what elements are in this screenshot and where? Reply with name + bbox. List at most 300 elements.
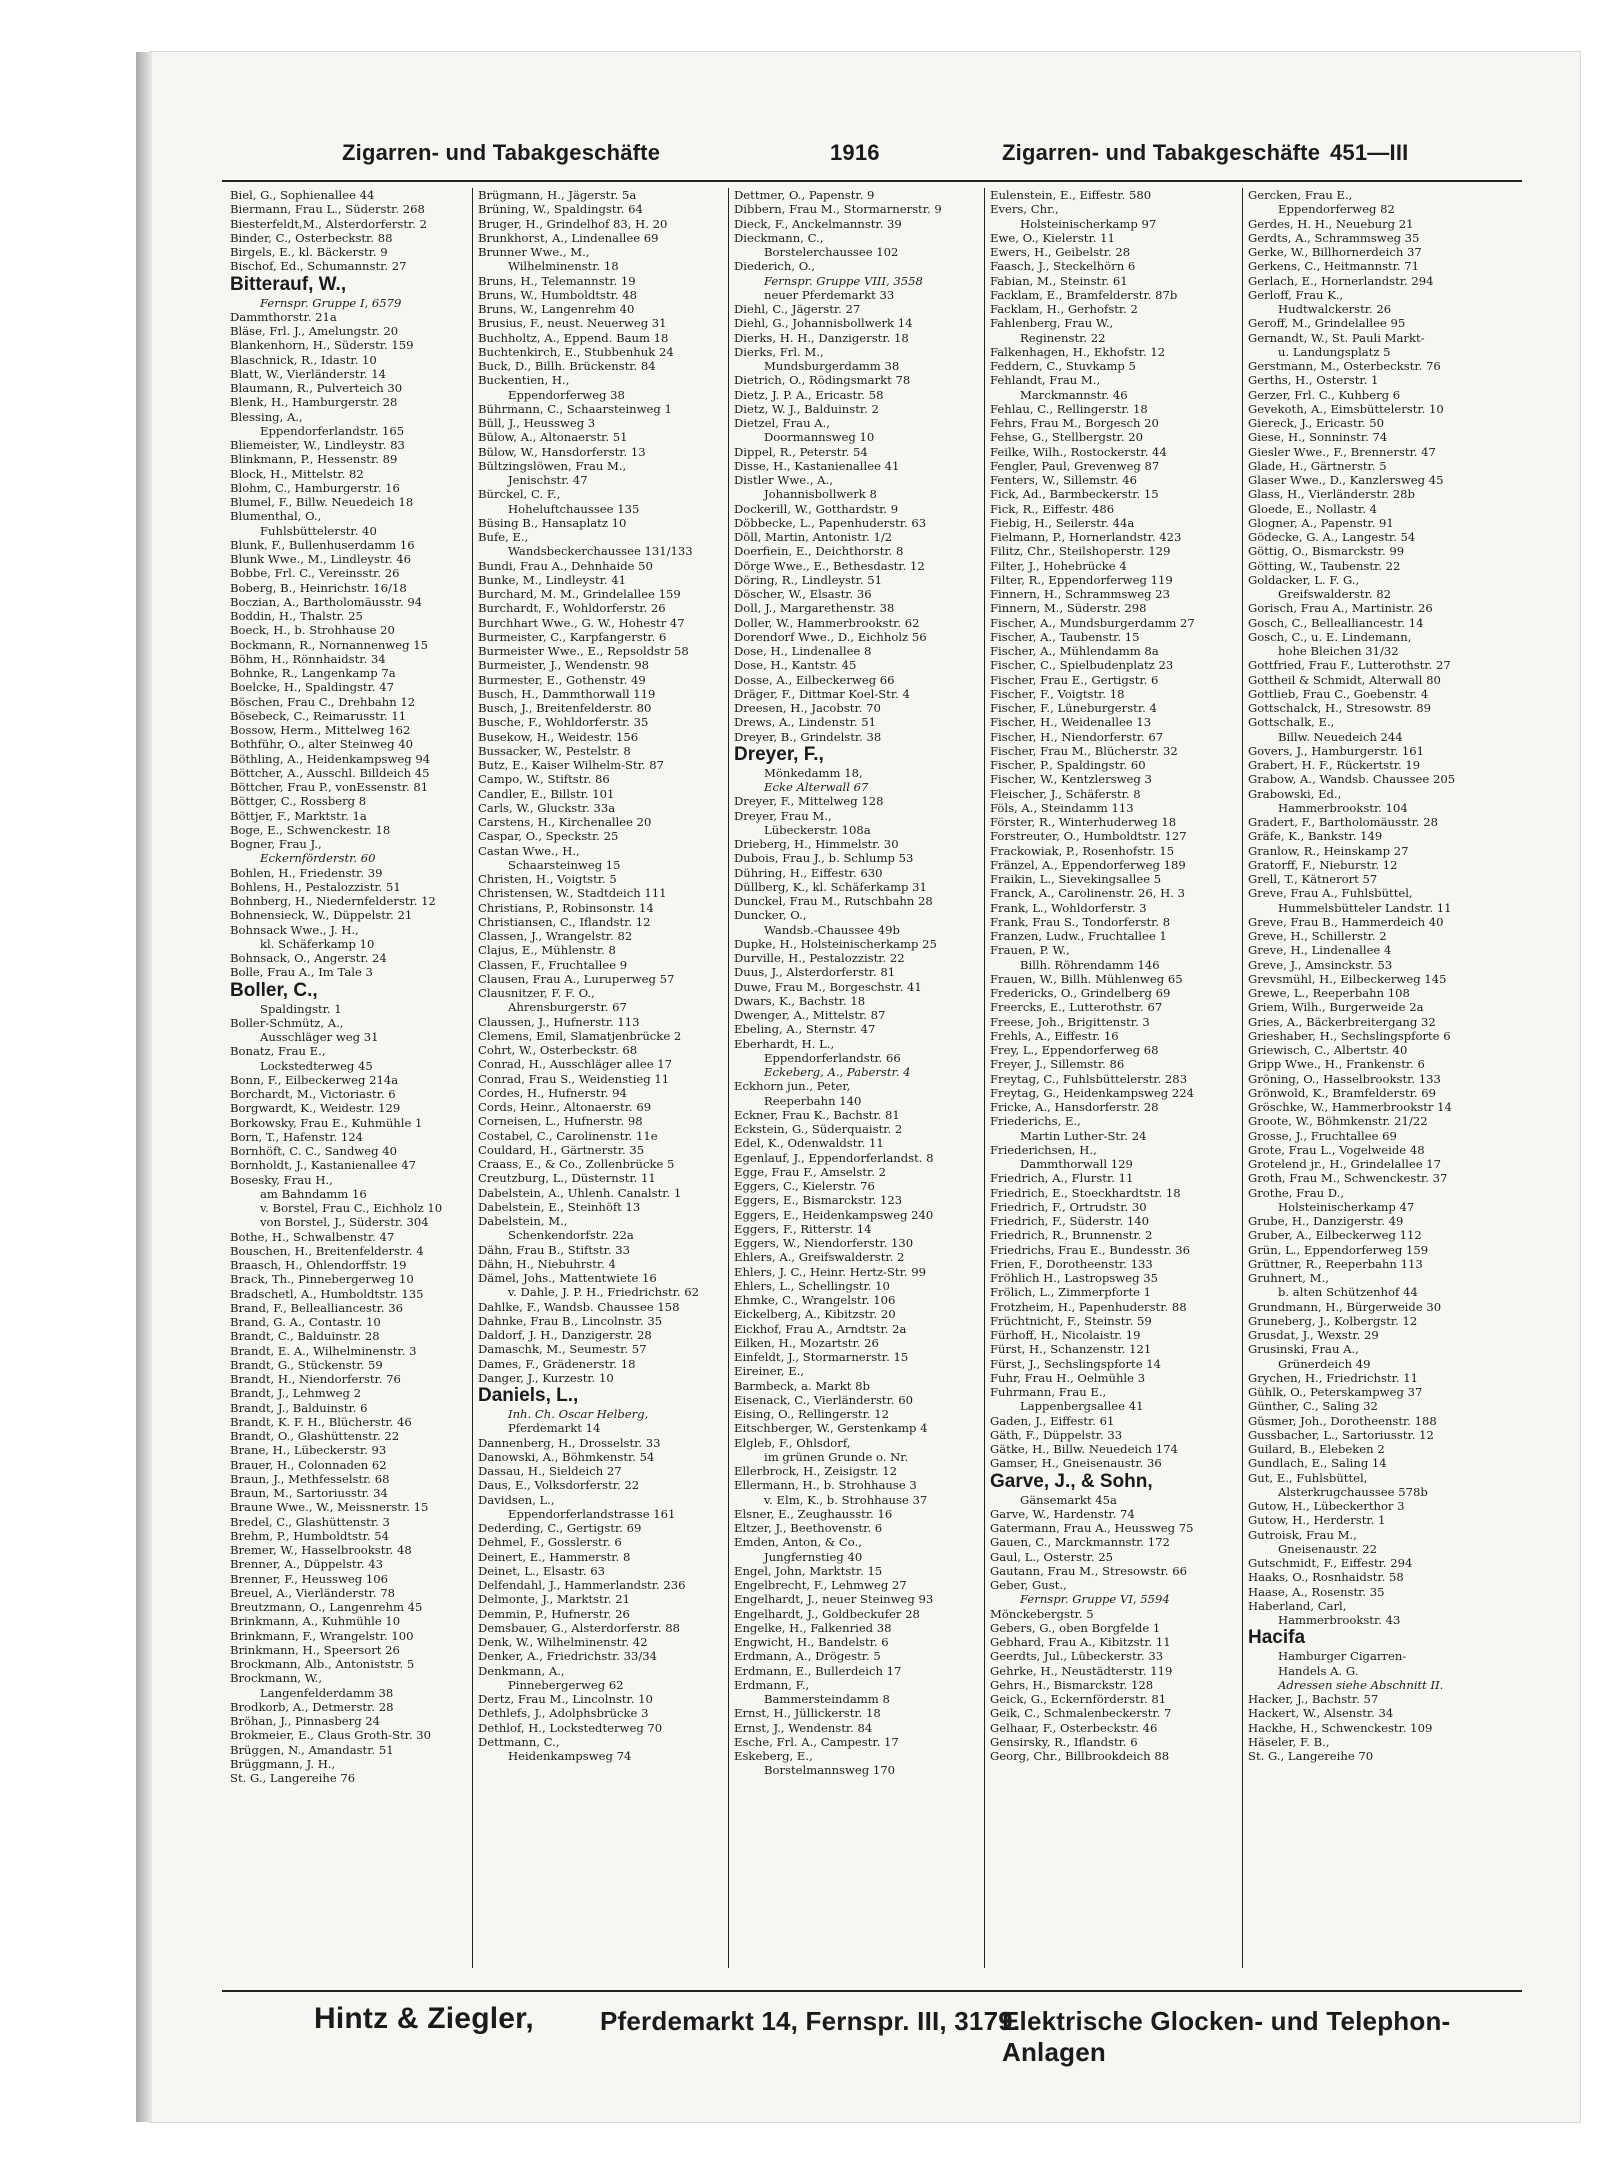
- directory-entry-line: Filter, R., Eppendorferweg 119: [990, 572, 1173, 587]
- directory-entry-line: Gloede, E., Nollastr. 4: [1248, 501, 1378, 516]
- directory-entry-line: Brockmann, Alb., Antoniststr. 5: [230, 1657, 415, 1671]
- directory-entry-line: Fischer, W., Kentzlersweg 3: [990, 772, 1152, 787]
- directory-entry-line: Brinkmann, H., Speersort 26: [230, 1642, 400, 1657]
- directory-entry-line: Fischer, H., Niendorferstr. 67: [990, 729, 1164, 744]
- directory-entry-line: Greve, H., Lindenallee 4: [1248, 943, 1392, 958]
- directory-entry-line: Ehlers, L., Schellingstr. 10: [734, 1278, 890, 1293]
- directory-entry-line: Grewe, L., Reeperbahn 108: [1248, 986, 1410, 1000]
- directory-entry-line: Dierks, Frl. M.,: [734, 344, 824, 359]
- directory-entry-line: Eggers, F., Ritterstr. 14: [734, 1221, 872, 1236]
- column-divider: [984, 188, 985, 1968]
- directory-entry-line: Glade, H., Gärtnerstr. 5: [1248, 458, 1387, 473]
- directory-entry-line: Fuhlsbüttelerstr. 40: [260, 523, 377, 538]
- directory-page: [222, 128, 1522, 2068]
- directory-entry-line: Drieberg, H., Himmelstr. 30: [734, 837, 899, 851]
- directory-entry-line: Jungfernstieg 40: [764, 1549, 863, 1564]
- directory-entry-line: Brandt, J., Balduinstr. 6: [230, 1400, 368, 1415]
- directory-entry-line: Filter, J., Hohebrücke 4: [990, 558, 1127, 573]
- directory-entry-line: Blenk, H., Hamburgerstr. 28: [230, 395, 398, 410]
- directory-entry-line: Eckernförderstr. 60: [260, 851, 376, 866]
- directory-entry-line: Bührmann, C., Schaarsteinweg 1: [478, 401, 672, 416]
- directory-entry-line: Fuhr, Frau H., Oelmühle 3: [990, 1370, 1146, 1385]
- directory-entry-line: Gauen, C., Marckmannstr. 172: [990, 1535, 1170, 1550]
- directory-entry-line: Böhm, H., Rönnhaidstr. 34: [230, 651, 386, 666]
- directory-entry-line: Hackhe, H., Schwenckestr. 109: [1248, 1720, 1433, 1735]
- directory-entry-line: Frölich, L., Zimmerpforte 1: [990, 1285, 1152, 1300]
- directory-entry-line: Brenner, A., Düppelstr. 43: [230, 1557, 383, 1572]
- directory-entry-line: Damaschk, M., Seumestr. 57: [478, 1342, 647, 1357]
- directory-entry-line: Dosse, A., Eilbeckerweg 66: [734, 672, 895, 687]
- directory-entry-line: Gerstmann, M., Osterbeckstr. 76: [1248, 359, 1441, 373]
- directory-entry-line: Dieckmann, C.,: [734, 230, 824, 245]
- directory-entry-line: Dethlefs, J., Adolphsbrücke 3: [478, 1706, 649, 1721]
- directory-entry-line: Daus, E., Volksdorferstr. 22: [478, 1478, 640, 1493]
- directory-entry-line: Bornhöft, C. C., Sandweg 40: [230, 1144, 398, 1158]
- directory-entry-line: Frehls, A., Eiffestr. 16: [990, 1028, 1119, 1043]
- directory-entry-line: Gneisenaustr. 22: [1278, 1541, 1377, 1556]
- directory-entry-line: Brodkorb, A., Detmerstr. 28: [230, 1699, 394, 1714]
- directory-entry-line: Eickhof, Frau A., Arndtstr. 2a: [734, 1321, 907, 1336]
- directory-entry-line: Eppendorferlandstr. 165: [260, 423, 405, 438]
- directory-entry-line: Brandt, E. A., Wilhelminenstr. 3: [230, 1343, 417, 1358]
- directory-entry-line: Busekow, H., Weidestr. 156: [478, 729, 639, 744]
- directory-entry-line: Bockmann, R., Nornannenweg 15: [230, 637, 428, 652]
- directory-entry-line: Davidsen, L.,: [478, 1492, 555, 1507]
- directory-entry-line: Grosse, J., Fruchtallee 69: [1248, 1128, 1397, 1143]
- directory-entry-line: Gebhard, Frau A., Kibitzstr. 11: [990, 1635, 1171, 1649]
- directory-entry-line: Frackowiak, P., Rosenhofstr. 15: [990, 843, 1175, 858]
- directory-entry-line: Erdmann, E., Bullerdeich 17: [734, 1663, 902, 1678]
- directory-entry-line: Brandt, G., Stückenstr. 59: [230, 1357, 383, 1372]
- directory-entry-line: Fielmann, P., Hornerlandstr. 423: [990, 530, 1182, 544]
- header-left-title: Zigarren- und Tabakgeschäfte: [342, 140, 661, 165]
- directory-entry-line: Inh. Ch. Oscar Helberg,: [508, 1407, 649, 1421]
- directory-entry-line: Geroff, M., Grindelallee 95: [1248, 316, 1406, 331]
- directory-entry-line: Dämel, Johs., Mattentwiete 16: [478, 1271, 657, 1285]
- directory-entry-line: Breutzmann, O., Langenrehm 45: [230, 1600, 423, 1614]
- directory-entry-line: Franzen, Ludw., Fruchtallee 1: [990, 929, 1167, 943]
- directory-entry-line: Conrad, H., Ausschläger allee 17: [478, 1057, 673, 1072]
- directory-entry-line: Block, H., Mittelstr. 82: [230, 466, 364, 481]
- footer-tagline: Elektrische Glocken- und Telephon-Anlagen: [1002, 2006, 1451, 2067]
- directory-entry-line: Dassau, H., Sieldeich 27: [478, 1464, 622, 1478]
- directory-entry-line: Burchard, M. M., Grindelallee 159: [478, 587, 681, 601]
- directory-entry-line: Bussacker, W., Pestelstr. 8: [478, 743, 631, 758]
- directory-entry-line: Carls, W., Gluckstr. 33a: [478, 800, 616, 815]
- directory-entry-line: Gensirsky, R., Iflandstr. 6: [990, 1734, 1138, 1749]
- directory-entry-line: Brüning, W., Spaldingstr. 64: [478, 202, 643, 217]
- directory-entry-line: Delfendahl, J., Hammerlandstr. 236: [478, 1578, 686, 1592]
- directory-entry-line: Dammthorstr. 21a: [230, 309, 337, 324]
- directory-entry-line: Denker, A., Friedrichstr. 33/34: [478, 1649, 658, 1664]
- directory-entry-line: Wandsb.-Chaussee 49b: [764, 922, 900, 937]
- directory-entry-line: Eising, O., Rellingerstr. 12: [734, 1407, 889, 1421]
- directory-entry-line: Deinert, E., Hammerstr. 8: [478, 1549, 631, 1564]
- directory-entry-line: Grusinski, Frau A.,: [1248, 1342, 1359, 1357]
- directory-entry-line: Greve, H., Schillerstr. 2: [1248, 929, 1387, 943]
- directory-entry-line: Blaumann, R., Pulverteich 30: [230, 381, 403, 395]
- directory-entry-line: Böthling, A., Heidenkampsweg 94: [230, 751, 431, 766]
- directory-entry-line: Bruns, W., Langenrehm 40: [478, 302, 635, 316]
- directory-entry-line: Bülow, A., Altonaerstr. 51: [478, 430, 628, 445]
- directory-entry-line: Brandt, O., Glashüttenstr. 22: [230, 1429, 400, 1443]
- directory-entry-line: Fehlandt, Frau M.,: [990, 373, 1101, 388]
- directory-entry-line: Lappenbergsallee 41: [1020, 1399, 1144, 1414]
- directory-entry-line: v. Elm, K., b. Strohhause 37: [764, 1492, 928, 1507]
- directory-entry-line: Giese, H., Sonninstr. 74: [1248, 430, 1388, 445]
- directory-entry-line: Friedrich, E., Stoeckhardtstr. 18: [990, 1185, 1181, 1200]
- directory-entry-line: Bredel, C., Glashüttenstr. 3: [230, 1514, 390, 1529]
- directory-entry-line: Grundmann, H., Bürgerweide 30: [1248, 1299, 1442, 1314]
- directory-entry-line: Dreesen, H., Jacobstr. 70: [734, 701, 881, 715]
- directory-entry-line: Gatermann, Frau A., Heussweg 75: [990, 1521, 1194, 1535]
- directory-entry-line: Dietrich, O., Rödingsmarkt 78: [734, 373, 911, 388]
- directory-entry-line: Ebeling, A., Sternstr. 47: [734, 1022, 876, 1037]
- directory-entry-line: Haaks, O., Rosnhaidstr. 58: [1248, 1570, 1404, 1585]
- directory-entry-line: Groth, Frau M., Schwenckestr. 37: [1248, 1171, 1448, 1186]
- directory-entry-line: Grychen, H., Friedrichstr. 11: [1248, 1370, 1418, 1385]
- directory-entry-line: Eggers, W., Niendorferstr. 130: [734, 1236, 914, 1250]
- directory-entry-line: Gutroisk, Frau M.,: [1248, 1527, 1357, 1542]
- directory-entry-line: Claussen, J., Hufnerstr. 113: [478, 1014, 640, 1029]
- directory-entry-line: hohe Bleichen 31/32: [1278, 644, 1399, 658]
- directory-entry-line: Bosesky, Frau H.,: [230, 1172, 333, 1187]
- directory-entry-line: Bruns, H., Telemannstr. 19: [478, 273, 636, 288]
- directory-entry-line: Dwars, K., Bachstr. 18: [734, 993, 866, 1008]
- directory-entry-line: Martin Luther-Str. 24: [1020, 1128, 1147, 1143]
- directory-entry-line: Diederich, O.,: [734, 259, 815, 274]
- directory-entry-line: Emden, Anton, & Co.,: [734, 1535, 862, 1550]
- directory-entry-line: Brack, Th., Pinnebergerweg 10: [230, 1272, 414, 1287]
- directory-entry-line: Dietzel, Frau A.,: [734, 416, 830, 430]
- directory-entry-line: Geick, G., Eckernförderstr. 81: [990, 1692, 1167, 1706]
- directory-entry-line: Frank, L., Wohldorferstr. 3: [990, 900, 1147, 915]
- directory-entry-line: Hoheluftchaussee 135: [508, 501, 640, 516]
- directory-entry-line: Gosch, C., Bellealliancestr. 14: [1248, 615, 1424, 630]
- directory-entry-line: Dabelstein, E., Steinhöft 13: [478, 1199, 641, 1214]
- directory-entry-line: Bogner, Frau J.,: [230, 837, 322, 851]
- directory-entry-line: Bürckel, C. F.,: [478, 487, 561, 502]
- directory-entry-line: Gottlieb, Frau C., Goebenstr. 4: [1248, 686, 1429, 701]
- directory-entry-line: Burchardt, F., Wohldorferstr. 26: [478, 601, 666, 616]
- directory-entry-line: Gerke, W., Billhornerdeich 37: [1248, 245, 1422, 259]
- directory-entry-line: Brand, G. A., Contastr. 10: [230, 1315, 381, 1329]
- directory-entry-line: Fischer, Frau E., Gertigstr. 6: [990, 672, 1159, 687]
- directory-entry-line: Burmeister, J., Wendenstr. 98: [478, 658, 650, 673]
- directory-entry-line: Schaarsteinweg 15: [508, 857, 621, 872]
- directory-entry-line: Esche, Frl. A., Campestr. 17: [734, 1734, 899, 1749]
- directory-entry-line: Dorendorf Wwe., D., Eichholz 56: [734, 629, 927, 644]
- directory-column-1: [230, 188, 468, 1968]
- directory-entry-line: Ernst, J., Wendenstr. 84: [734, 1720, 873, 1735]
- directory-entry-line: Bliemeister, W., Lindleystr. 83: [230, 438, 405, 452]
- directory-entry-line: Cohrt, W., Osterbeckstr. 68: [478, 1043, 638, 1057]
- directory-entry-line: Brauer, H., Colonnaden 62: [230, 1457, 387, 1472]
- directory-entry-line: Boelcke, H., Spaldingstr. 47: [230, 680, 394, 695]
- book-binding-edge: [136, 52, 152, 2122]
- directory-entry-line: Eppendorferweg 82: [1278, 202, 1395, 217]
- directory-entry-line: Falkenhagen, H., Ekhofstr. 12: [990, 344, 1166, 359]
- directory-column-4: [990, 188, 1238, 1968]
- directory-entry-line: Gerloff, Frau K.,: [1248, 287, 1344, 302]
- directory-entry-line: Braune Wwe., W., Meissnerstr. 15: [230, 1500, 429, 1515]
- directory-entry-line: Goldacker, L. F. G.,: [1248, 572, 1360, 587]
- directory-entry-line: St. G., Langereihe 76: [230, 1771, 356, 1785]
- directory-entry-line: Gröning, O., Hasselbrookstr. 133: [1248, 1071, 1441, 1086]
- directory-entry-line: Blunk Wwe., M., Lindleystr. 46: [230, 552, 411, 566]
- directory-entry-line: Guilard, B., Elebeken 2: [1248, 1442, 1385, 1456]
- directory-entry-line: Büsing B., Hansaplatz 10: [478, 515, 627, 530]
- directory-entry-line: Fehse, G., Stellbergstr. 20: [990, 430, 1143, 445]
- directory-entry-line: Reginenstr. 22: [1020, 330, 1106, 345]
- directory-entry-line: Fischer, F., Voigtstr. 18: [990, 686, 1125, 701]
- directory-entry-line: Dammthorwall 129: [1020, 1157, 1133, 1171]
- directory-entry-line: kl. Schäferkamp 10: [260, 936, 375, 951]
- directory-entry-line: Ehlers, J. C., Heinr. Hertz-Str. 99: [734, 1264, 926, 1279]
- directory-entry-line: Gernandt, W., St. Pauli Markt-: [1248, 330, 1425, 345]
- directory-entry-line: Deinet, L., Elsastr. 63: [478, 1563, 606, 1578]
- directory-entry-line: Fiebig, H., Seilerstr. 44a: [990, 515, 1135, 530]
- directory-column-2: [478, 188, 724, 1968]
- directory-entry-line: Eitschberger, W., Gerstenkamp 4: [734, 1421, 928, 1436]
- directory-entry-line: Boczian, A., Bartholomäusstr. 94: [230, 594, 423, 609]
- directory-entry-line: Ellerbrock, H., Zeisigstr. 12: [734, 1464, 897, 1478]
- directory-entry-line: Blaschnick, R., Idastr. 10: [230, 352, 377, 367]
- directory-entry-line: Bouschen, H., Breitenfelderstr. 4: [230, 1243, 424, 1258]
- directory-entry-line: Böttjer, F., Marktstr. 1a: [230, 808, 367, 823]
- directory-entry-line: Fabian, M., Steinstr. 61: [990, 273, 1128, 288]
- directory-entry-line: Brandt, J., Lehmweg 2: [230, 1386, 361, 1401]
- directory-entry-line: Geik, C., Schmalenbeckerstr. 7: [990, 1706, 1172, 1721]
- directory-entry-line: Gruber, A., Eilbeckerweg 112: [1248, 1228, 1422, 1243]
- directory-entry-line: Govers, J., Hamburgerstr. 161: [1248, 743, 1424, 758]
- directory-entry-line: Bülow, W., Hansdorferstr. 13: [478, 444, 646, 459]
- directory-entry-line: Johannisbollwerk 8: [764, 487, 877, 502]
- directory-entry-line: Fehlau, C., Rellingerstr. 18: [990, 401, 1148, 416]
- directory-entry-line: Doller, W., Hammerbrookstr. 62: [734, 615, 920, 630]
- directory-entry-line: Eisenack, C., Vierländerstr. 60: [734, 1392, 913, 1407]
- directory-entry-line: Griem, Wilh., Burgerweide 2a: [1248, 1000, 1424, 1015]
- directory-entry-line: Grote, Frau L., Vogelweide 48: [1248, 1142, 1425, 1157]
- directory-entry-line: Eltzer, J., Beethovenstr. 6: [734, 1521, 883, 1535]
- advertisement-footer: [222, 1990, 1522, 2067]
- directory-entry-line: Boge, E., Schwenckestr. 18: [230, 822, 391, 837]
- header-year: 1916: [830, 140, 880, 165]
- directory-entry-highlight: Daniels, L.,: [478, 1385, 579, 1406]
- directory-entry-line: Fröhlich H., Lastropsweg 35: [990, 1271, 1159, 1285]
- directory-entry-line: Billh. Röhrendamm 146: [1020, 957, 1160, 972]
- directory-entry-line: Egenlauf, J., Eppendorferlandst. 8: [734, 1150, 934, 1165]
- directory-entry-line: Gercken, Frau E.,: [1248, 188, 1353, 202]
- directory-entry-line: Giesler Wwe., F., Brennerstr. 47: [1248, 444, 1436, 459]
- directory-entry-line: Hammerbrookstr. 43: [1278, 1613, 1401, 1627]
- directory-entry-line: Doormannsweg 10: [764, 430, 875, 445]
- directory-entry-line: Doll, J., Margarethenstr. 38: [734, 601, 895, 616]
- directory-entry-line: Einfeldt, J., Stormarnerstr. 15: [734, 1350, 909, 1364]
- directory-entry-line: Grönwold, K., Bramfelderstr. 69: [1248, 1085, 1437, 1100]
- directory-entry-line: Conrad, Frau S., Weidenstieg 11: [478, 1071, 670, 1086]
- directory-entry-line: Fischer, C., Spielbudenplatz 23: [990, 658, 1174, 673]
- directory-entry-line: Gries, A., Bäckerbreitergang 32: [1248, 1014, 1436, 1029]
- directory-entry-line: Grusdat, J., Wexstr. 29: [1248, 1328, 1379, 1342]
- directory-entry-line: Duwe, Frau M., Borgeschstr. 41: [734, 979, 922, 994]
- directory-entry-line: Griewisch, C., Albertstr. 40: [1248, 1043, 1408, 1057]
- directory-entry-line: Gelhaar, F., Osterbeckstr. 46: [990, 1720, 1158, 1735]
- directory-entry-line: Boddin, H., Thalstr. 25: [230, 609, 363, 623]
- directory-entry-line: Gühlk, O., Peterskampweg 37: [1248, 1385, 1423, 1399]
- directory-entry-line: Friederichs, E.,: [990, 1114, 1081, 1129]
- directory-entry-line: Hammerbrookstr. 104: [1278, 800, 1408, 815]
- directory-entry-line: Elgleb, F., Ohlsdorf,: [734, 1435, 851, 1450]
- directory-entry-line: Braun, M., Sartoriusstr. 34: [230, 1486, 388, 1500]
- directory-entry-line: Bornholdt, J., Kastanienallee 47: [230, 1158, 417, 1173]
- directory-entry-line: Grotelend jr., H., Grindelallee 17: [1248, 1157, 1441, 1171]
- directory-entry-line: Eskeberg, E.,: [734, 1749, 813, 1763]
- directory-entry-line: Ewe, O., Kielerstr. 11: [990, 230, 1115, 245]
- directory-entry-line: Castan Wwe., H.,: [478, 843, 580, 858]
- directory-entry-line: Langenfelderdamm 38: [260, 1685, 394, 1700]
- directory-entry-line: Frauen, P. W.,: [990, 943, 1070, 958]
- directory-entry-line: Gehrke, H., Neustädterstr. 119: [990, 1663, 1173, 1678]
- directory-entry-line: Brenner, F., Heussweg 106: [230, 1571, 389, 1586]
- directory-entry-line: Corneisen, L., Hufnerstr. 98: [478, 1114, 643, 1129]
- directory-entry-line: Christians, P., Robinsonstr. 14: [478, 900, 654, 915]
- directory-entry-line: Bruns, W., Humboldtstr. 48: [478, 287, 638, 302]
- directory-entry-line: Brinkmann, A., Kuhmühle 10: [230, 1614, 401, 1629]
- directory-entry-line: Hacker, J., Bachstr. 57: [1248, 1692, 1379, 1706]
- header-page-number: 451—III: [1330, 140, 1409, 165]
- directory-entry-line: Brüggmann, J. H.,: [230, 1756, 336, 1771]
- directory-entry-line: Brand, F., Bellealliancestr. 36: [230, 1300, 403, 1315]
- directory-entry-line: Greve, Frau A., Fuhlsbüttel,: [1248, 886, 1413, 901]
- directory-entry-line: Böttger, C., Rossberg 8: [230, 794, 367, 809]
- directory-entry-line: Fernspr. Gruppe VIII, 3558: [764, 273, 923, 288]
- directory-entry-line: Cords, Heinr., Altonaerstr. 69: [478, 1100, 652, 1114]
- directory-entry-line: Daldorf, J. H., Danzigerstr. 28: [478, 1328, 652, 1342]
- directory-entry-line: Ewers, H., Geibelstr. 28: [990, 245, 1131, 259]
- directory-entry-line: Früchtnicht, F., Steinstr. 59: [990, 1313, 1152, 1328]
- directory-entry-line: Eulenstein, E., Eiffestr. 580: [990, 188, 1152, 202]
- directory-entry-line: Couldard, H., Gärtnerstr. 35: [478, 1142, 645, 1157]
- directory-entry-line: Denkmann, A.,: [478, 1663, 565, 1678]
- directory-entry-line: Faasch, J., Steckelhörn 6: [990, 259, 1136, 274]
- directory-entry-line: Billw. Neuedeich 244: [1278, 729, 1403, 744]
- directory-entry-line: Dethlof, H., Lockstedterweg 70: [478, 1720, 663, 1735]
- directory-entry-line: Barmbeck, a. Markt 8b: [734, 1378, 870, 1393]
- directory-entry-line: Bothe, H., Schwalbenstr. 47: [230, 1229, 395, 1244]
- directory-entry-line: Dwenger, A., Mittelstr. 87: [734, 1008, 886, 1022]
- directory-entry-line: Dunckel, Frau M., Rutschbahn 28: [734, 894, 933, 908]
- directory-entry-line: Gruneberg, J., Kolbergstr. 12: [1248, 1313, 1418, 1328]
- directory-entry-line: Gätke, H., Billw. Neuedeich 174: [990, 1442, 1178, 1456]
- directory-entry-line: Grevsmühl, H., Eilbeckerweg 145: [1248, 971, 1447, 986]
- directory-entry-line: Ernst, H., Jüllickerstr. 18: [734, 1706, 881, 1721]
- directory-entry-line: Bunke, M., Lindleystr. 41: [478, 572, 627, 587]
- directory-entry-line: Böschen, Frau C., Drehbahn 12: [230, 694, 416, 709]
- directory-entry-line: Butz, E., Kaiser Wilhelm-Str. 87: [478, 758, 665, 772]
- directory-entry-line: Frauen, W., Billh. Mühlenweg 65: [990, 971, 1183, 986]
- directory-entry-line: Eckeberg, A., Paberstr. 4: [764, 1065, 911, 1079]
- directory-entry-line: Gaul, L., Osterstr. 25: [990, 1549, 1113, 1564]
- directory-entry-line: Burmester, E., Gothenstr. 49: [478, 672, 646, 687]
- directory-entry-line: Brockmann, W.,: [230, 1671, 323, 1686]
- directory-entry-line: Fischer, P., Spaldingstr. 60: [990, 758, 1146, 772]
- directory-entry-line: Haberland, Carl,: [1248, 1598, 1347, 1613]
- directory-entry-line: Föls, A., Steindamm 113: [990, 800, 1134, 815]
- directory-entry-line: Glass, H., Vierländerstr. 28b: [1248, 487, 1415, 502]
- directory-entry-line: u. Landungsplatz 5: [1278, 344, 1391, 359]
- directory-entry-line: Döring, R., Lindleystr. 51: [734, 572, 882, 587]
- directory-entry-line: Dettmann, C.,: [478, 1734, 560, 1749]
- directory-entry-line: Glogner, A., Papenstr. 91: [1248, 515, 1394, 530]
- footer-firm-name: Hintz & Ziegler,: [314, 2002, 534, 2035]
- directory-entry-line: Binder, C., Osterbeckstr. 88: [230, 230, 393, 245]
- directory-entry-line: Dockerill, W., Gotthardstr. 9: [734, 501, 899, 516]
- directory-entry-line: Dähn, H., Niebuhrstr. 4: [478, 1256, 616, 1271]
- directory-entry-line: Georg, Chr., Billbrookdeich 88: [990, 1749, 1170, 1763]
- directory-entry-line: Brandt, K. F. H., Blücherstr. 46: [230, 1414, 412, 1429]
- directory-entry-line: Gussbacher, L., Sartoriusstr. 12: [1248, 1427, 1434, 1442]
- directory-entry-line: Diehl, G., Johannisbollwerk 14: [734, 316, 913, 331]
- directory-entry-line: Gräfe, K., Bankstr. 149: [1248, 829, 1383, 844]
- directory-entry-line: Fürst, H., Schanzenstr. 121: [990, 1342, 1152, 1357]
- directory-entry-line: Carstens, H., Kirchenallee 20: [478, 815, 652, 829]
- directory-entry-line: Wilhelminenstr. 18: [508, 259, 619, 274]
- directory-entry-line: Blatt, W., Vierländerstr. 14: [230, 366, 386, 381]
- directory-entry-line: Ellermann, H., b. Strohhause 3: [734, 1478, 917, 1493]
- directory-entry-line: Dabelstein, M.,: [478, 1214, 568, 1228]
- directory-entry-line: Grabowski, Ed.,: [1248, 786, 1342, 801]
- directory-entry-line: Engelhardt, J., neuer Steinweg 93: [734, 1592, 934, 1607]
- directory-entry-line: Dörge Wwe., E., Bethesdastr. 12: [734, 558, 925, 573]
- directory-entry-highlight: Boller, C.,: [230, 979, 318, 1001]
- directory-entry-line: Gaden, J., Eiffestr. 61: [990, 1413, 1115, 1428]
- directory-entry-line: neuer Pferdemarkt 33: [764, 287, 895, 302]
- directory-entry-line: Brandt, H., Niendorferstr. 76: [230, 1372, 401, 1386]
- directory-entry-line: Jenischstr. 47: [508, 473, 588, 487]
- directory-entry-line: Dreyer, B., Grindelstr. 38: [734, 729, 882, 744]
- directory-entry-line: Ehmke, C., Wrangelstr. 106: [734, 1293, 896, 1307]
- directory-entry-line: Gebers, G., oben Borgfelde 1: [990, 1620, 1161, 1635]
- directory-entry-line: Delmonte, J., Marktstr. 21: [478, 1592, 631, 1607]
- directory-entry-line: Christen, H., Voigtstr. 5: [478, 872, 617, 886]
- directory-entry-line: Gerzer, Frl. C., Kuhberg 6: [1248, 387, 1401, 402]
- directory-entry-line: Erdmann, F.,: [734, 1677, 810, 1692]
- directory-entry-line: Bonatz, Frau E.,: [230, 1044, 326, 1059]
- directory-entry-line: Hackert, W., Alsenstr. 34: [1248, 1706, 1394, 1721]
- directory-entry-line: Gorisch, Frau A., Martinistr. 26: [1248, 601, 1433, 616]
- directory-entry-line: Greve, Frau B., Hammerdeich 40: [1248, 914, 1444, 929]
- directory-entry-line: Classen, J., Wrangelstr. 82: [478, 929, 633, 943]
- directory-entry-line: Borstelmannsweg 170: [764, 1763, 896, 1778]
- directory-entry-line: Fahlenberg, Frau W.,: [990, 316, 1114, 331]
- directory-entry-line: Birgels, E., kl. Bäckerstr. 9: [230, 245, 388, 259]
- directory-entry-line: Gottheil & Schmidt, Alterwall 80: [1248, 672, 1441, 687]
- directory-entry-line: Fengler, Paul, Grevenweg 87: [990, 458, 1160, 473]
- directory-entry-line: Bruger, H., Grindelhof 83, H. 20: [478, 216, 668, 231]
- directory-entry-line: Förster, R., Winterhuderweg 18: [990, 815, 1177, 829]
- directory-entry-line: Bohlen, H., Friedenstr. 39: [230, 865, 383, 880]
- directory-entry-line: Danger, J., Kurzestr. 10: [478, 1370, 614, 1385]
- directory-entry-line: Häseler, F. B.,: [1248, 1734, 1330, 1749]
- directory-entry-line: Brunkhorst, A., Lindenallee 69: [478, 230, 659, 245]
- directory-entry-line: Dähn, Frau B., Stiftstr. 33: [478, 1242, 630, 1257]
- directory-entry-line: Bischof, Ed., Schumannstr. 27: [230, 259, 407, 274]
- directory-entry-line: Busche, F., Wohldorferstr. 35: [478, 715, 649, 730]
- directory-entry-line: Freytag, G., Heidenkampsweg 224: [990, 1085, 1195, 1100]
- directory-entry-line: Freese, Joh., Brigittenstr. 3: [990, 1014, 1150, 1029]
- directory-entry-highlight: Bitterauf, W.,: [230, 273, 347, 295]
